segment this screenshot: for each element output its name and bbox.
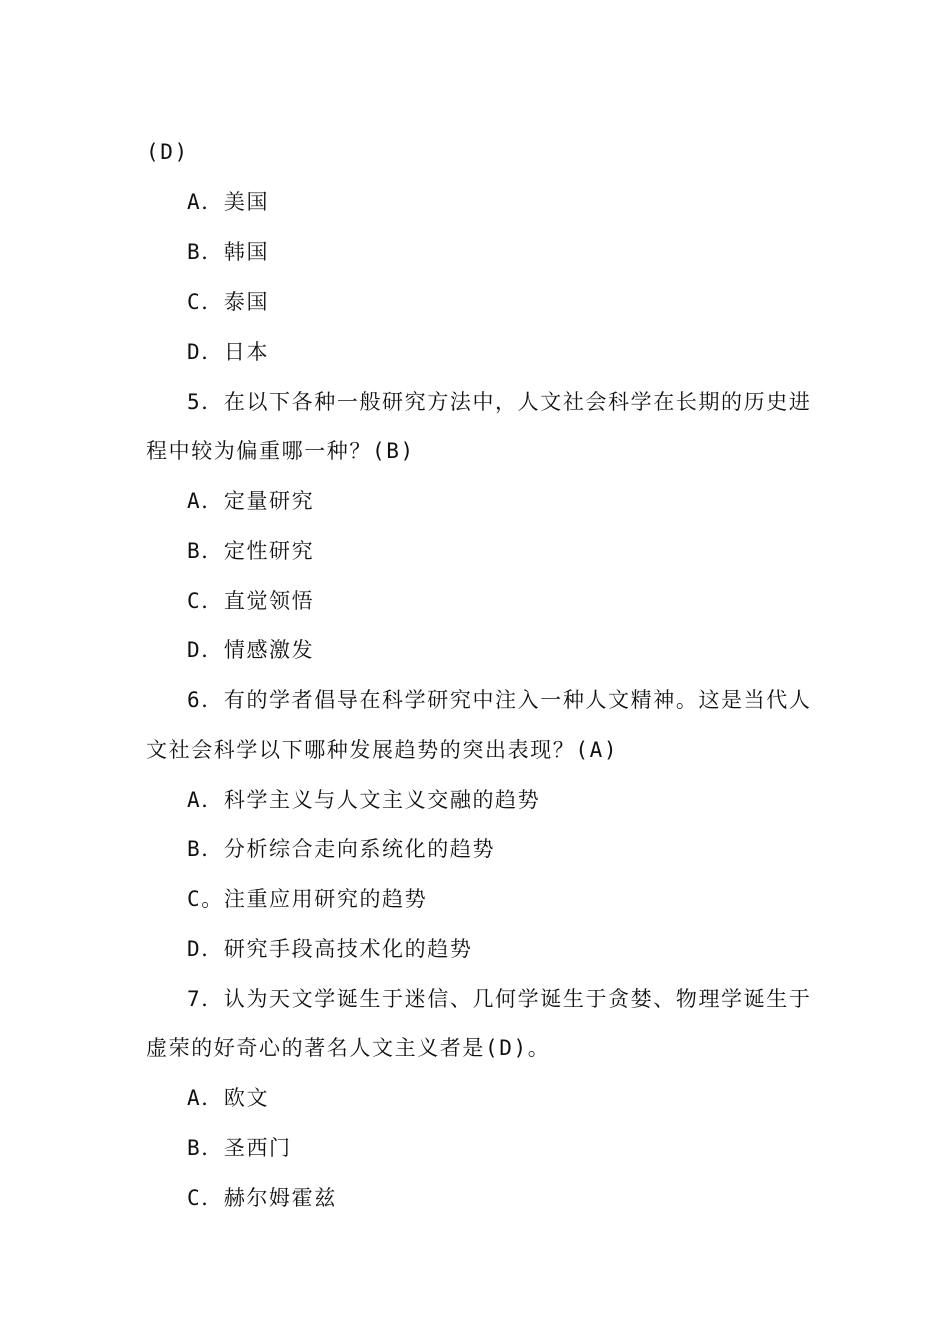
- answer-line: (D): [146, 140, 189, 164]
- question-line: 6．有的学者倡导在科学研究中注入一种人文精神。这是当代人: [187, 688, 812, 712]
- option-line: C．泰国: [187, 290, 270, 314]
- question-line: 7．认为天文学诞生于迷信、几何学诞生于贪婪、物理学诞生于: [187, 987, 812, 1011]
- option-line: A．欧文: [187, 1086, 270, 1110]
- option-line: B．分析综合走向系统化的趋势: [187, 837, 496, 861]
- option-line: D．研究手段高技术化的趋势: [187, 937, 473, 961]
- option-line: A．美国: [187, 190, 270, 214]
- option-line: C．直觉领悟: [187, 589, 315, 613]
- question-line: 5．在以下各种一般研究方法中，人文社会科学在长期的历史进: [187, 390, 812, 414]
- question-line: 虚荣的好奇心的著名人文主义者是(D)。: [146, 1036, 551, 1060]
- option-line: C。注重应用研究的趋势: [187, 887, 428, 911]
- option-line: D．日本: [187, 340, 270, 364]
- option-line: C．赫尔姆霍兹: [187, 1186, 337, 1210]
- option-line: A．定量研究: [187, 489, 315, 513]
- question-line: 文社会科学以下哪种发展趋势的突出表现？(A): [146, 738, 619, 762]
- question-line: 程中较为偏重哪一种？(B): [146, 439, 415, 463]
- option-line: B．韩国: [187, 240, 270, 264]
- option-line: B．圣西门: [187, 1136, 292, 1160]
- option-line: D．情感激发: [187, 638, 315, 662]
- option-line: A．科学主义与人文主义交融的趋势: [187, 788, 541, 812]
- option-line: B．定性研究: [187, 539, 315, 563]
